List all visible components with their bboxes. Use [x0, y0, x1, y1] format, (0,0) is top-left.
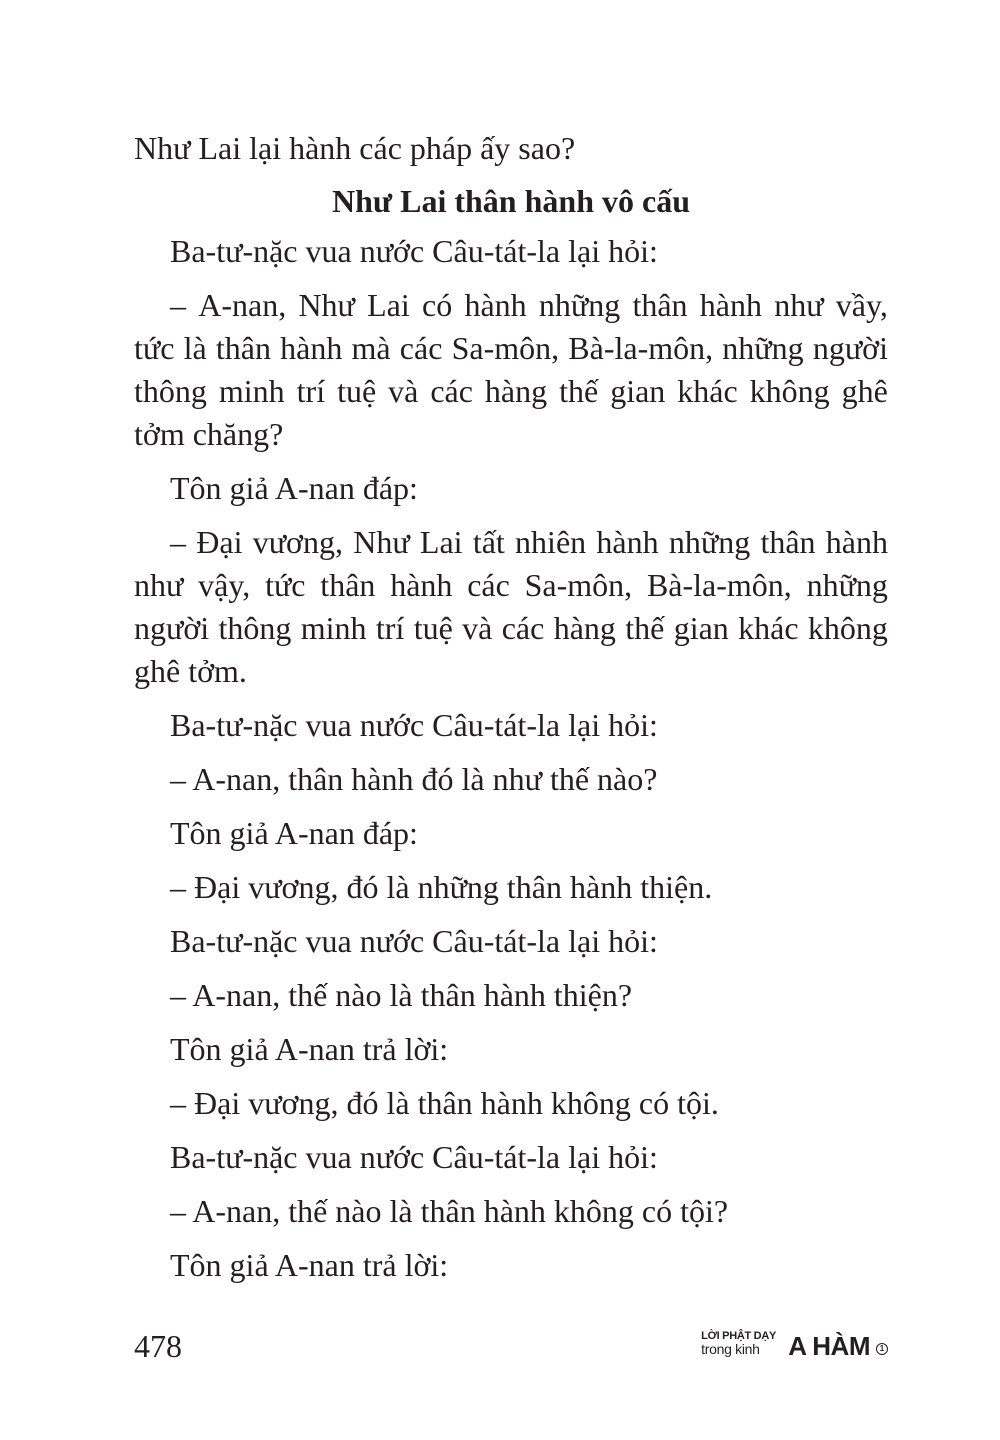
- volume-badge-icon: 1: [876, 1343, 888, 1355]
- word: những: [722, 330, 804, 366]
- text-line: Tôn giả A-nan trả lời:: [170, 1031, 449, 1067]
- text-line: Ba-tư-nặc vua nước Câu-tát-la lại hỏi:: [170, 707, 658, 743]
- text-line: Ba-tư-nặc vua nước Câu-tát-la lại hỏi:: [170, 1139, 658, 1175]
- word: Bà-la-môn,: [646, 567, 792, 603]
- word: Bà-la-môn,: [568, 330, 714, 366]
- justified-line: [134, 284, 888, 327]
- text-line: – A-nan, thế nào là thân hành không có tội?: [170, 1193, 729, 1229]
- paragraph: [134, 284, 888, 456]
- word: gian: [610, 373, 666, 409]
- word: trí: [296, 373, 326, 409]
- word: hành: [825, 524, 888, 560]
- brand-bottom-text: trong kinh: [701, 1341, 760, 1357]
- word: Như: [353, 524, 410, 560]
- word: hành: [699, 287, 762, 323]
- word: khác: [738, 610, 799, 646]
- text-line: Ba-tư-nặc vua nước Câu-tát-la lại hỏi:: [170, 233, 658, 269]
- word: –: [170, 524, 186, 560]
- brand-subtitle: [701, 1330, 776, 1357]
- word: tuệ: [337, 373, 377, 409]
- word: khác: [677, 373, 738, 409]
- word: vậy,: [198, 567, 251, 603]
- word: thông: [134, 373, 207, 409]
- text-line: Ba-tư-nặc vua nước Câu-tát-la lại hỏi:: [170, 923, 658, 959]
- word: tức: [265, 567, 306, 603]
- word: hành: [596, 524, 659, 560]
- word: các: [467, 567, 510, 603]
- word: hành: [390, 567, 453, 603]
- word: vầy,: [835, 287, 888, 323]
- word: thân: [215, 330, 271, 366]
- word: thông: [218, 610, 292, 646]
- section-heading: Như Lai thân hành vô cấu: [332, 183, 690, 219]
- word: thế: [625, 610, 665, 646]
- word: nhiên: [515, 524, 587, 560]
- page-footer: [134, 1322, 888, 1372]
- word: và: [462, 610, 493, 646]
- text-line: Tôn giả A-nan đáp:: [170, 470, 418, 506]
- word: Lai: [367, 287, 410, 323]
- page-body: [134, 124, 888, 1287]
- justified-line: [134, 521, 888, 564]
- text-line: – A-nan, thân hành đó là như thế nào?: [170, 761, 658, 797]
- word: hàng: [553, 610, 616, 646]
- text-line: Tôn giả A-nan đáp:: [170, 815, 418, 851]
- word: minh: [300, 610, 367, 646]
- word: các: [430, 373, 473, 409]
- word: như: [774, 287, 824, 323]
- word: không: [807, 610, 888, 646]
- word: hàng: [484, 373, 548, 409]
- justified-line: [134, 607, 888, 650]
- word: tuệ: [413, 610, 453, 646]
- text-line: ghê tởm.: [134, 653, 247, 689]
- word: tất: [472, 524, 505, 560]
- word: minh: [218, 373, 285, 409]
- word: Lai: [419, 524, 463, 560]
- brand-top-text: LỜI PHẬT DẠY: [701, 1330, 776, 1342]
- word: tức: [134, 330, 175, 366]
- text-line: Tôn giả A-nan trả lời:: [170, 1247, 449, 1283]
- word: và: [388, 373, 419, 409]
- page-number: 478: [134, 1328, 182, 1364]
- word: là: [183, 330, 207, 366]
- word: các: [501, 610, 545, 646]
- text-line: – A-nan, thế nào là thân hành thiện?: [170, 977, 633, 1013]
- word: những: [806, 567, 888, 603]
- word: như: [134, 567, 184, 603]
- justified-line: [134, 564, 888, 607]
- word: trí: [375, 610, 405, 646]
- word: những: [538, 287, 621, 323]
- word: gian: [673, 610, 729, 646]
- word: ghê: [841, 373, 888, 409]
- word: các: [399, 330, 443, 366]
- word: thân: [320, 567, 376, 603]
- justified-line: [134, 370, 888, 413]
- word: thân: [760, 524, 816, 560]
- text-line: – Đại vương, đó là những thân hành thiện.: [170, 869, 713, 905]
- word: thân: [632, 287, 688, 323]
- word: những: [668, 524, 751, 560]
- word: mà: [351, 330, 391, 366]
- word: Như: [298, 287, 355, 323]
- word: Đại: [196, 524, 243, 560]
- word: vương,: [252, 524, 343, 560]
- word: –: [170, 287, 186, 323]
- word: có: [422, 287, 453, 323]
- text-line: tởm chăng?: [134, 416, 284, 452]
- word: người: [812, 330, 888, 366]
- brand-title: A HÀM: [788, 1331, 870, 1361]
- word: Sa-môn,: [524, 567, 633, 603]
- word: Sa-môn,: [451, 330, 560, 366]
- word: A-nan,: [198, 287, 287, 323]
- justified-line: [134, 327, 888, 370]
- word: hành: [280, 330, 343, 366]
- word: không: [749, 373, 830, 409]
- word: hành: [464, 287, 527, 323]
- text-line: Như Lai lại hành các pháp ấy sao?: [134, 130, 576, 166]
- word: người: [134, 610, 210, 646]
- word: thế: [559, 373, 599, 409]
- paragraph: [134, 521, 888, 693]
- text-line: – Đại vương, đó là thân hành không có tội.: [170, 1085, 719, 1121]
